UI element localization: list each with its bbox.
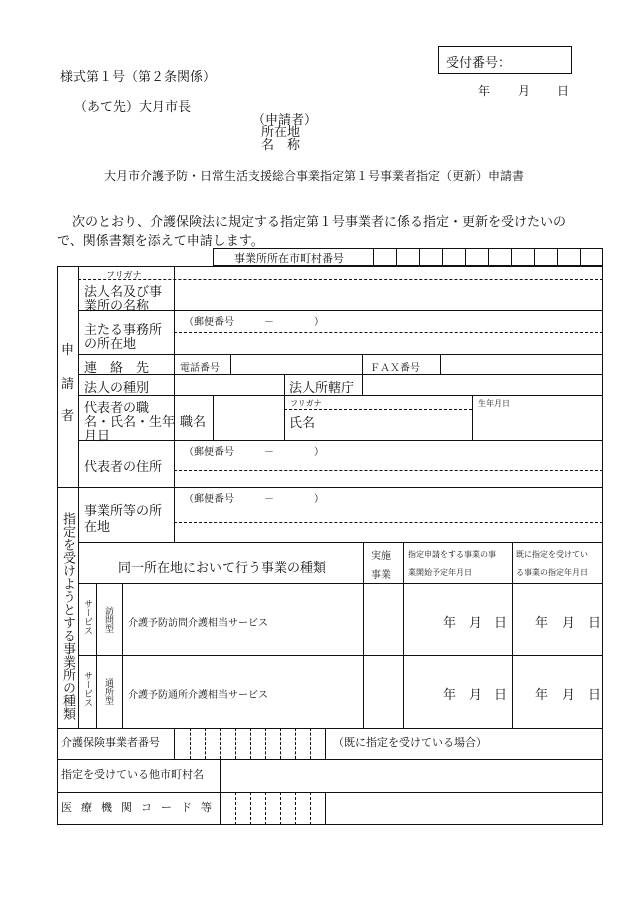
municipal-code-input[interactable] <box>374 249 602 265</box>
phone-label: 電話番号 <box>180 363 220 374</box>
implement-label-1: 実施 <box>371 551 391 562</box>
rep-name-label: 氏名 <box>289 416 316 431</box>
municipal-code-label: 事業所所在市町村番号 <box>234 252 344 265</box>
visit-designated-date-field[interactable] <box>514 585 601 654</box>
address-label: 所在地 <box>261 125 301 140</box>
corp-type-label: 法人の種別 <box>84 381 150 396</box>
receipt-number-label: 受付番号： <box>446 56 512 71</box>
commute-start-day: 日 <box>494 688 508 703</box>
insurer-number-label: 介護保険事業者番号 <box>61 736 160 749</box>
furigana-label: フリガナ <box>106 271 142 281</box>
main-office-address-field[interactable] <box>176 334 601 353</box>
commute-service-vertical: サービス <box>82 671 92 707</box>
est-location-postal: （郵便番号 － ） <box>184 494 324 505</box>
rep-label-3: 月日 <box>84 429 111 444</box>
already-label-2: る事業の指定年月日 <box>516 568 588 577</box>
other-city-field[interactable] <box>221 760 601 791</box>
visit-designated-day: 日 <box>588 616 602 631</box>
est-location-label-1: 事業所等の所 <box>84 504 163 519</box>
commute-start-year: 年 <box>443 688 457 703</box>
date-year-label: 年 <box>478 84 491 98</box>
visit-start-month: 月 <box>469 616 483 631</box>
date-month-label: 月 <box>518 84 531 98</box>
applicant-section-char-1: 申 <box>61 343 75 358</box>
medical-code-field[interactable] <box>221 793 324 824</box>
rep-label-1: 代表者の職 <box>84 401 150 416</box>
medical-code-label: 医 療 機 関 コ ー ド 等 <box>61 801 211 814</box>
commute-start-month: 月 <box>469 688 483 703</box>
planned-start-label-1: 指定申請をする事業の事 <box>408 550 496 559</box>
applicant-name-field[interactable] <box>310 132 570 148</box>
rep-label-2: 名・氏名・生年 <box>84 415 176 430</box>
other-city-label: 指定を受けている他市町村名 <box>61 768 204 781</box>
document-title: 大月市介護予防・日常生活支援総合事業指定第１号事業者指定（更新）申請書 <box>104 169 525 183</box>
name-label: 名 称 <box>261 138 301 153</box>
phone-field[interactable] <box>231 355 361 373</box>
rep-name-field[interactable] <box>316 410 470 439</box>
visit-start-date-field[interactable] <box>405 585 511 654</box>
date-day-label: 日 <box>557 84 570 98</box>
service-type-header: 同一所在地において行う事業の種類 <box>118 561 327 576</box>
commute-designated-year: 年 <box>535 688 549 703</box>
corp-name-label-2: 業所の名称 <box>84 299 150 314</box>
birthdate-field[interactable] <box>474 410 601 439</box>
contact-label: 連 絡 先 <box>84 361 150 376</box>
authority-label: 法人所轄庁 <box>289 381 355 396</box>
insurer-number-field[interactable] <box>175 729 324 758</box>
rep-address-postal: （郵便番号 － ） <box>184 447 324 458</box>
corp-type-field[interactable] <box>176 376 282 394</box>
position-field[interactable] <box>214 396 283 439</box>
position-label: 職名 <box>180 415 207 430</box>
applicant-section-char-2: 請 <box>61 377 75 392</box>
rep-furigana-label: フリガナ <box>290 399 322 408</box>
commute-implement-checkbox[interactable] <box>365 657 402 727</box>
form-number: 様式第１号（第２条関係） <box>60 70 217 85</box>
main-office-label-1: 主たる事務所 <box>84 323 163 338</box>
rep-address-field[interactable] <box>176 471 601 486</box>
authority-field[interactable] <box>363 376 601 394</box>
planned-start-label-2: 業開始予定年月日 <box>408 568 472 577</box>
visit-designated-year: 年 <box>535 616 549 631</box>
intro-line-2: で、関係書類を添えて申請します。 <box>57 234 264 249</box>
est-location-label-2: 在地 <box>84 520 111 535</box>
fax-label: ＦＡＸ番号 <box>370 363 420 374</box>
corp-name-label-1: 法人名及び事 <box>84 285 163 300</box>
commute-designated-day: 日 <box>588 688 602 703</box>
already-label-1: 既に指定を受けてい <box>516 550 588 559</box>
already-designated-note: （既に指定を受けている場合） <box>333 736 487 749</box>
intro-line-1: 次のとおり、介護保険法に規定する指定第１号事業者に係る指定・更新を受けたいの <box>72 215 567 230</box>
visit-designated-month: 月 <box>562 616 576 631</box>
commute-type-label: 通所型 <box>103 678 113 705</box>
birthdate-label: 生年月日 <box>478 399 510 408</box>
visit-start-day: 日 <box>494 616 508 631</box>
receipt-number-field[interactable] <box>516 50 568 70</box>
corp-name-field[interactable] <box>176 281 601 309</box>
applicant-section-char-3: 者 <box>61 409 75 424</box>
corp-name-furigana-field[interactable] <box>176 267 601 278</box>
fax-field[interactable] <box>441 355 601 373</box>
commute-designated-month: 月 <box>562 688 576 703</box>
est-location-field[interactable] <box>176 524 601 541</box>
visit-service-name: 介護予防訪問介護相当サービス <box>128 618 268 629</box>
establishment-section-label: 指定を受けようとする事業所の種類 <box>60 512 75 720</box>
main-office-label-2: の所在地 <box>84 337 137 352</box>
commute-designated-date-field[interactable] <box>514 657 601 727</box>
main-office-postal: （郵便番号 － ） <box>184 317 324 328</box>
applicant-label: （申請者） <box>252 113 318 128</box>
implement-label-2: 事業 <box>371 570 391 581</box>
visit-type-label: 訪問型 <box>103 606 113 633</box>
visit-service-vertical: サービス <box>82 599 92 635</box>
commute-start-date-field[interactable] <box>405 657 511 727</box>
rep-address-label: 代表者の住所 <box>84 460 163 475</box>
visit-implement-checkbox[interactable] <box>365 585 402 654</box>
addressee: （あて先）大月市長 <box>74 100 192 115</box>
visit-start-year: 年 <box>443 616 457 631</box>
commute-service-name: 介護予防通所介護相当サービス <box>128 690 268 701</box>
